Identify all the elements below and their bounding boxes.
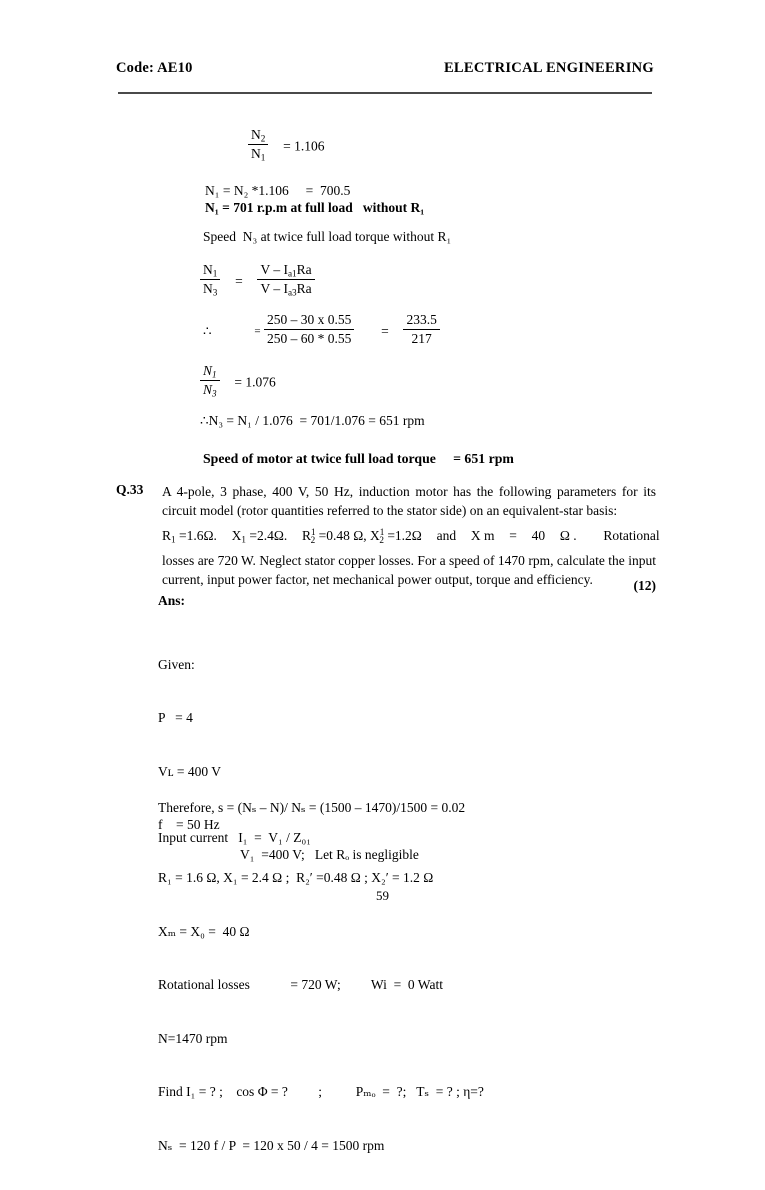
denominator-subscript: a3	[287, 287, 297, 298]
given-line: P = 4	[158, 710, 193, 726]
line-slip-calculation: Therefore, s = (Nₛ – N)/ Nₛ = (1500 – 1470)/1500 = 0.02	[158, 800, 466, 815]
param-xm-unit: Ω .	[559, 528, 577, 544]
param-r1-subscript: 1	[171, 534, 176, 545]
given-line: Xₘ = X₀ = 40 Ω	[158, 923, 250, 939]
fraction-denominator: 250 – 60 * 0.55	[266, 330, 352, 346]
fraction-denominator: $N_3$	[203, 381, 217, 399]
param-xm-symbol: X m	[470, 528, 495, 544]
line-input-current: Input current I₁ = V₁ / Z₀₁	[158, 830, 311, 845]
fraction-n1-n3-italic	[200, 363, 220, 398]
equals-sign-small: =	[254, 325, 261, 338]
denominator-subscript: 3	[212, 388, 217, 399]
param-x2-prime: 1	[379, 527, 385, 538]
equation-numeric-substitution	[203, 311, 440, 349]
fraction-numerator: 233.5	[403, 312, 439, 330]
param-r2-symbol: R	[302, 528, 312, 544]
fraction-denominator: V – $I_{a3}Ra$	[260, 280, 312, 298]
fraction-numeric	[264, 312, 354, 347]
page-number: 59	[376, 888, 389, 903]
fraction-denominator: $N_3$	[203, 280, 218, 298]
numerator-subscript: a1	[287, 268, 297, 279]
param-x2-symbol: X	[370, 528, 380, 544]
given-line: Rotational losses = 720 W; Wi = 0 Watt	[158, 977, 443, 993]
param-r1-value: =1.6Ω.	[175, 528, 217, 544]
param-xm-number: 40	[531, 528, 546, 544]
param-r1-symbol: R	[162, 528, 172, 544]
line-n3-result: ∴N₃ = N₁ / 1.076 = 701/1.076 = 651 rpm	[200, 413, 425, 428]
numerator-subscript: 1	[212, 369, 217, 380]
fraction-voltage-expression	[257, 262, 314, 297]
numerator-subscript: 1	[212, 268, 218, 279]
given-line: Find I₁ = ? ; cos Φ = ? ; Pₘₒ = ?; Tₛ = ? ; η=?	[158, 1084, 484, 1100]
given-line: N=1470 rpm	[158, 1030, 228, 1046]
given-data-block	[158, 620, 484, 1190]
question-paragraph-1: A 4-pole, 3 phase, 400 V, 50 Hz, induction motor has the following parameters for its circuit model (rotor quantities referred to the stator side) on an equivalent-star basis:	[162, 484, 656, 519]
param-x1-symbol: X	[231, 528, 242, 544]
question-tail-word: Rotational	[603, 528, 660, 544]
numerator-subscript: 2	[260, 133, 266, 144]
fraction-n1-n3	[200, 262, 220, 297]
given-line: Vʟ = 400 V	[158, 763, 222, 779]
line-input-voltage-note: V₁ =400 V; Let Rₒ is negligible	[240, 847, 419, 862]
param-x1-subscript: 1	[241, 534, 246, 545]
fraction-numerator: $N_1$	[200, 363, 220, 381]
question-marks: (12)	[633, 578, 656, 593]
speed-n3-intro: Speed N₃ at twice full load torque without R₁	[203, 229, 452, 244]
question-parameters-line	[162, 524, 660, 548]
given-label: Given:	[158, 656, 195, 672]
fraction-denominator: $N_1$	[251, 145, 266, 163]
question-label: Q.33	[116, 482, 144, 497]
line-speed-result-bold: Speed of motor at twice full load torque = 651 rpm	[203, 451, 514, 466]
equation-result: = 1.106	[283, 138, 325, 154]
param-x2-subscript: 2	[379, 534, 384, 545]
given-line: Nₛ = 120 f / P = 120 x 50 / 4 = 1500 rpm	[158, 1137, 385, 1153]
given-line: f = 50 Hᴢ	[158, 816, 220, 832]
conjunction-and: and	[436, 528, 457, 544]
fraction-numerator: $N_1$	[200, 262, 220, 280]
param-r2-subscript: 2	[310, 534, 316, 545]
answer-label: Ans:	[158, 593, 186, 608]
param-x2-value: =1.2Ω	[383, 528, 422, 544]
equation-n1-over-n3	[200, 261, 315, 299]
header-divider-rule	[118, 92, 652, 94]
equals-sign: =	[509, 528, 517, 544]
header-code: Code: AE10	[116, 60, 193, 76]
question-block	[116, 482, 660, 593]
fraction-numerator: $N_2$	[248, 127, 268, 145]
fraction-denominator: 217	[411, 330, 432, 346]
line-n1-calculation: N₁ = N₂ *1.106 = 700.5	[205, 183, 351, 198]
equation-n1-n3-ratio-value	[200, 362, 276, 400]
line-n1-result-bold: N₁ = 701 r.p.m at full load without R₁	[205, 200, 425, 215]
fraction-result-numeric	[403, 312, 439, 347]
fraction-n2-n1	[248, 127, 268, 162]
denominator-subscript: 1	[260, 152, 266, 163]
therefore-symbol: ∴	[203, 323, 212, 339]
page-header	[116, 60, 654, 77]
fraction-numerator: V – $I_{a1}Ra$	[257, 262, 314, 280]
question-body	[162, 482, 660, 589]
denominator-subscript: 3	[212, 287, 218, 298]
param-r2-value: =0.48 Ω,	[315, 528, 367, 544]
header-subject: ELECTRICAL ENGINEERING	[443, 60, 654, 76]
fraction-numerator: 250 – 30 x 0.55	[264, 312, 354, 330]
question-paragraph-2: losses are 720 W. Neglect stator copper losses. For a speed of 1470 rpm, calculate the input current, input power factor, net mechanical power output, torque and efficiency.	[162, 552, 656, 588]
equation-n2-over-n1	[248, 126, 325, 164]
given-line: R₁ = 1.6 Ω, X₁ = 2.4 Ω ; R₂′ =0.48 Ω ; X₂′ = 1.2 Ω	[158, 870, 434, 886]
equals-sign: =	[381, 323, 389, 339]
equals-sign: =	[235, 273, 243, 289]
param-r2-prime: 1	[311, 527, 316, 538]
equation-result: = 1.076	[234, 374, 276, 390]
param-x1-value: =2.4Ω.	[245, 528, 288, 544]
